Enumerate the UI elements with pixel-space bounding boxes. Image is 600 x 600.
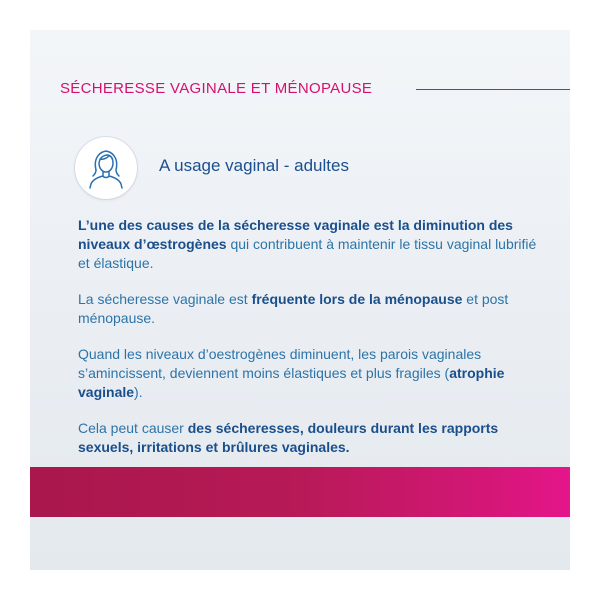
header-divider [416, 89, 570, 90]
usage-badge [75, 137, 137, 199]
paragraph [78, 419, 548, 457]
paragraph-text: Quand les niveaux d’oestrogènes diminuent, les parois vaginales s’amincissent, deviennent moins élastiques et plus fragiles ( [78, 346, 482, 381]
body-text [78, 216, 548, 474]
emphasis: atrophie vaginale [78, 365, 505, 400]
woman-avatar-icon [85, 146, 127, 190]
paragraph [78, 216, 548, 273]
paragraph-text: ). [134, 384, 143, 400]
section-header [60, 79, 544, 99]
paragraph [78, 345, 548, 402]
section-title: SÉCHERESSE VAGINALE ET MÉNOPAUSE [60, 80, 373, 97]
decorative-band [30, 467, 570, 517]
paragraph-text: et post ménopause. [78, 291, 509, 326]
paragraph-text: La sécheresse vaginale est [78, 291, 252, 307]
usage-label: A usage vaginal - adultes [159, 156, 349, 175]
emphasis: L’une des causes de la sécheresse vaginale est la diminution des niveaux d’œstrogènes [78, 217, 513, 252]
paragraph-text: Cela peut causer [78, 420, 188, 436]
paragraph [78, 290, 548, 328]
paragraph-text: qui contribuent à maintenir le tissu vaginal lubrifié et élastique. [78, 236, 537, 271]
emphasis: des sécheresses, douleurs durant les rapports sexuels, irritations et brûlures vaginales. [78, 420, 499, 455]
info-card [30, 30, 570, 570]
emphasis: fréquente lors de la ménopause [251, 291, 463, 307]
